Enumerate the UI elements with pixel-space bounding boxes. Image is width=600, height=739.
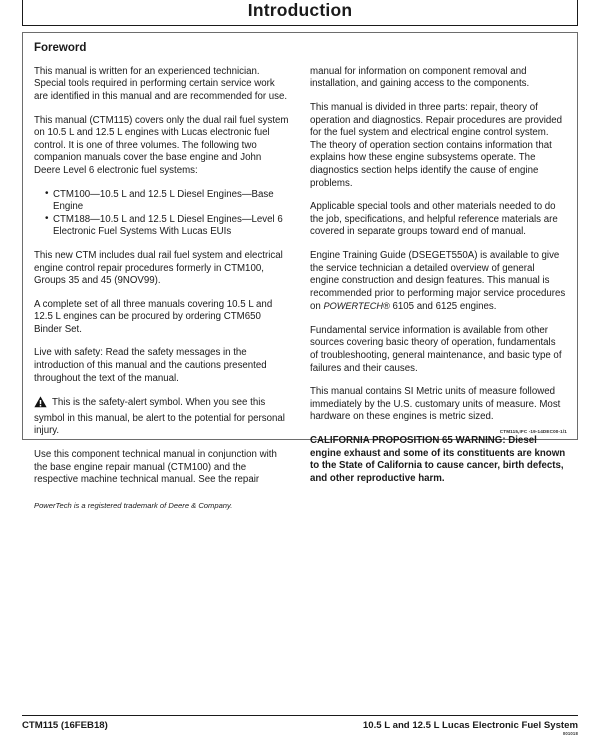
footer-manual-title: 10.5 L and 12.5 L Lucas Electronic Fuel System — [362, 720, 578, 732]
section-heading: Foreword — [34, 42, 87, 54]
right-paragraph-6: This manual contains SI Metric units of measure followed immediately by the U.S. customary units of measure. Most hardware on these engines is metric sized. — [310, 386, 561, 423]
training-guide-text-end: 6105 and 6125 engines. — [389, 301, 497, 313]
footer-right-wrap — [362, 720, 578, 737]
document-reference-code: CTM115,IFC -19-14DEC00-1/1 — [499, 429, 567, 434]
footer-page-code: 001018 — [562, 731, 578, 737]
foreword-content-box — [22, 32, 578, 510]
california-proposition-warning: CALIFORNIA PROPOSITION 65 WARNING: Diesel engine exhaust and some of its constituents are known to the State of California to cause cancer, birth defects, and other reproductive harm. — [310, 435, 566, 484]
safety-alert-text: This is the safety-alert symbol. When you see this symbol in this manual, be alert to the potential for personal injury. — [34, 397, 285, 437]
two-column-layout — [34, 66, 566, 511]
safety-alert-paragraph — [34, 396, 290, 438]
list-item: • CTM188—10.5 L and 12.5 L Diesel Engines—Level 6 Electronic Fuel Systems With Lucas EUIs — [45, 214, 290, 239]
footer-divider — [22, 715, 578, 716]
right-paragraph-5: Fundamental service information is available from other sources covering basic theory of operation, fundamentals of troubleshooting, general maintenance, and basic type of failures and their causes. — [310, 324, 562, 374]
right-paragraph-3: Applicable special tools and other materials needed to do the job, specifications, and helpful reference materials are covered in separate groups toward end of manual. — [310, 201, 558, 238]
powertech-brand: POWERTECH® — [323, 301, 390, 312]
footer-row — [22, 720, 578, 737]
page-footer — [22, 715, 578, 737]
page-title-box — [22, 0, 578, 26]
left-paragraph-7: Use this component technical manual in conjunction with the base engine repair manual (CTM100) and the respective machine technical manual. See the repair — [34, 449, 277, 486]
right-paragraph-2: This manual is divided in three parts: repair, theory of operation and diagnostics. Repair procedures are provided for the fuel system and electrical engine control system. The theory of operation section contains information that explains how these engine subsystems operate. The diagnostics section helps identify the cause of engine problems. — [310, 101, 563, 189]
companion-manuals-list — [34, 189, 290, 239]
safety-alert-triangle-icon — [34, 396, 47, 413]
page-title: Introduction — [247, 0, 353, 20]
left-paragraph-1: This manual is written for an experienced technician. Special tools required in performing certain service work are identified in this manual and are recommended for use. — [34, 65, 288, 102]
training-guide-text-start: Engine Training Guide (DSEGET550A) is available to give the service technician a detailed overview of general engine construction and design features. This manual is recommended prior to performing major service procedures on — [310, 249, 566, 313]
left-paragraph-4: A complete set of all three manuals covering 10.5 L and 12.5 L engines can be procured by ordering CTM650 Binder Set. — [34, 298, 273, 335]
list-item: • CTM100—10.5 L and 12.5 L Diesel Engines—Base Engine — [45, 189, 290, 214]
right-paragraph-1: manual for information on component removal and installation, and gaining access to the components. — [310, 65, 530, 90]
left-paragraph-2: This manual (CTM115) covers only the dual rail fuel system on 10.5 L and 12.5 L engines with Lucas electronic fuel control. It is one of three volumes. The following two companion manuals cover the base engine and John Deere Level 6 electronic fuel systems: — [34, 114, 289, 176]
left-paragraph-5: Live with safety: Read the safety messages in the introduction of this manual and the cautions presented throughout the text of the manual. — [34, 347, 267, 384]
left-column — [34, 66, 290, 511]
footer-manual-id: CTM115 (16FEB18) — [22, 720, 108, 732]
left-paragraph-3: This new CTM includes dual rail fuel system and electrical engine control repair procedures formerly in CTM100, Groups 35 and 45 (9NOV99). — [34, 249, 283, 287]
trademark-note: PowerTech is a registered trademark of Deere & Company. — [34, 500, 233, 510]
right-paragraph-4 — [310, 250, 566, 314]
